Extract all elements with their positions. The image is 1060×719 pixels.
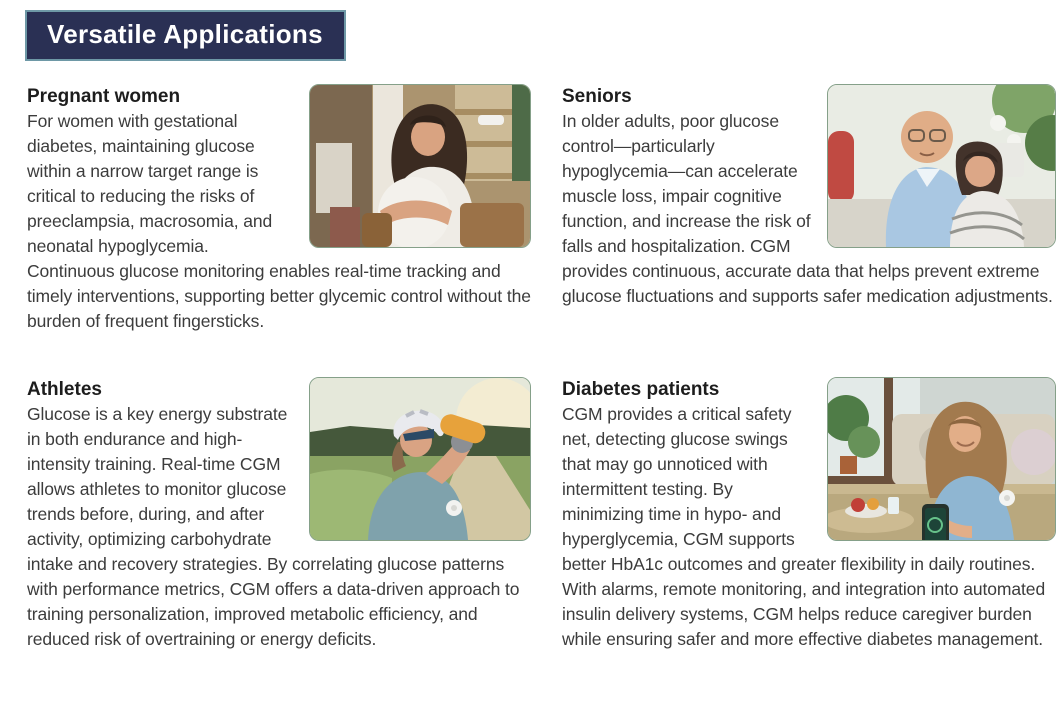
section-body: In older adults, poor glucose control—particularly hypoglycemia—can accelerate muscle loss, impair cognitive function, and increase the risk of falls and hospitalization. CGM provides continuous, accurate data that helps prevent extreme glucose fluctuations and supports safer medication adjustments. bbox=[562, 111, 1053, 306]
section-heading: Athletes bbox=[27, 379, 102, 400]
senior-couple-illustration bbox=[828, 85, 1055, 247]
section-heading: Seniors bbox=[562, 86, 632, 107]
pregnant-woman-illustration bbox=[310, 85, 530, 247]
section-body: Glucose is a key energy substrate in both endurance and high-intensity training. Real-time CGM allows athletes to monitor glucose trends before, during, and after activity, optimizing carbohydrate intake and recovery strategies. By correlating glucose patterns with performance metrics, CGM offers a data-driven approach to training personalization, improved metabolic efficiency, and reduced risk of overtraining or energy deficits. bbox=[27, 404, 520, 649]
section-heading: Diabetes patients bbox=[562, 379, 720, 400]
section-body: For women with gestational diabetes, maintaining glucose within a narrow target range is critical to reducing the risks of preeclampsia, macrosomia, and neonatal hypoglycemia. Continuous glucose monitoring enables real-time tracking and timely interventions, supporting better glycemic control without the burden of frequent fingersticks. bbox=[27, 111, 531, 331]
section-athletes bbox=[27, 377, 531, 652]
section-body: CGM provides a critical safety net, detecting glucose swings that may go unnoticed with intermittent testing. By minimizing time in hypo- and hyperglycemia, CGM supports better HbA1c outcomes and greater flexibility in daily routines. With alarms, remote monitoring, and integration into automated insulin delivery systems, CGM helps reduce caregiver burden while ensuring safer and more effective diabetes management. bbox=[562, 404, 1046, 649]
page-title-text: Versatile Applications bbox=[47, 19, 323, 49]
section-diabetes-patients bbox=[562, 377, 1056, 652]
page-title bbox=[25, 10, 346, 61]
patient-with-phone-illustration bbox=[828, 378, 1055, 540]
patient-with-phone-photo bbox=[827, 377, 1056, 541]
section-seniors bbox=[562, 84, 1056, 309]
pregnant-woman-photo bbox=[309, 84, 531, 248]
section-heading: Pregnant women bbox=[27, 86, 181, 107]
cyclist-illustration bbox=[310, 378, 530, 540]
senior-couple-photo bbox=[827, 84, 1056, 248]
section-pregnant-women bbox=[27, 84, 531, 334]
cyclist-photo bbox=[309, 377, 531, 541]
